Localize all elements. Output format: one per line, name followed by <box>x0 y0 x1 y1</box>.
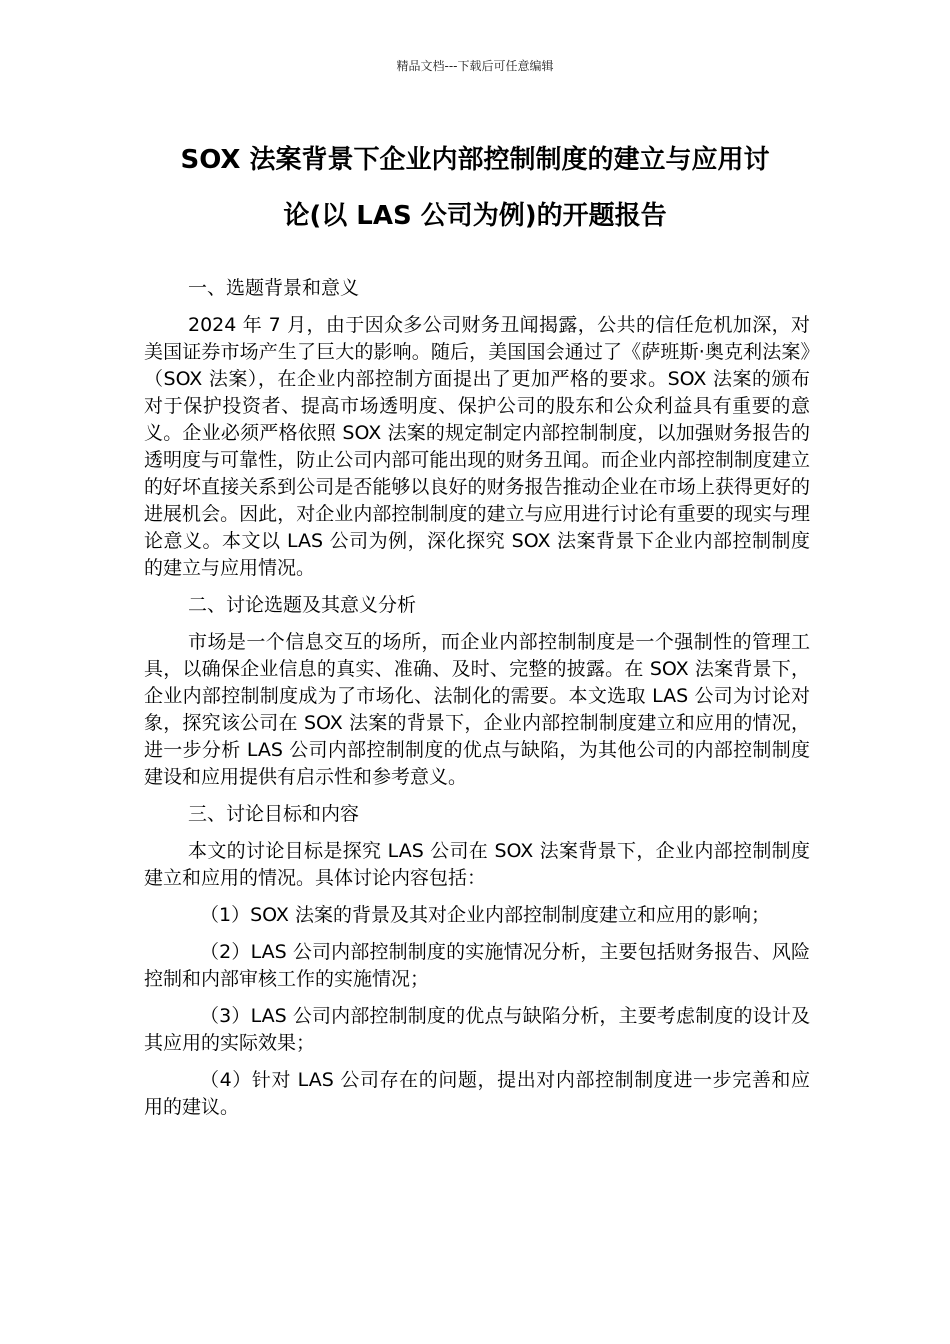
title-line-1: SOX 法案背景下企业内部控制制度的建立与应用讨 <box>180 145 770 175</box>
section-heading-background: 一、选题背景和意义 <box>188 277 360 299</box>
paragraph-goals: 本文的讨论目标是探究 LAS 公司在 SOX 法案背景下，企业内部控制制度建立和应用的情况。具体讨论内容包括： <box>144 840 810 889</box>
list-item: （3）LAS 公司内部控制制度的优点与缺陷分析，主要考虑制度的设计及其应用的实际效果； <box>144 1005 810 1054</box>
section-heading-goals: 三、讨论目标和内容 <box>188 803 360 825</box>
title-line-2: 论(以 LAS 公司为例)的开题报告 <box>283 201 667 231</box>
list-item: （1）SOX 法案的背景及其对企业内部控制制度建立和应用的影响； <box>200 904 770 926</box>
document-body <box>144 275 810 1131</box>
paragraph-background: 2024 年 7 月，由于因众多公司财务丑闻揭露，公共的信任危机加深，对美国证券市场产生了巨大的影响。随后，美国国会通过了《萨班斯·奥克利法案》（SOX 法案），在企业内部控制方面提出了更加严格的要求。SOX 法案的颁布对于保护投资者、提高市场透明度、保护公司的股东和公众利益具有重要的意义。企业必须严格依照 SOX 法案的规定制定内部控制制度，以加强财务报告的透明度与可靠性，防止公司内部可能出现的财务丑闻。而企业内部控制制度建立的好坏直接关系到公司是否能够以良好的财务报告推动企业在市场上获得更好的进展机会。因此，对企业内部控制制度的建立与应用进行讨论有重要的现实与理论意义。本文以 LAS 公司为例，深化探究 SOX 法案背景下企业内部控制制度的建立与应用情况。 <box>144 314 810 579</box>
paragraph-topic-analysis: 市场是一个信息交互的场所，而企业内部控制制度是一个强制性的管理工具，以确保企业信息的真实、准确、及时、完整的披露。在 SOX 法案背景下，企业内部控制制度成为了市场化、法制化的需要。本文选取 LAS 公司为讨论对象，探究该公司在 SOX 法案的背景下，企业内部控制制度建立和应用的情况，进一步分析 LAS 公司内部控制制度的优点与缺陷，为其他公司的内部控制制度建设和应用提供有启示性和参考意义。 <box>144 631 810 788</box>
list-item: （2）LAS 公司内部控制制度的实施情况分析，主要包括财务报告、风险控制和内部审核工作的实施情况； <box>144 941 810 990</box>
document-title <box>120 132 830 244</box>
section-heading-topic-analysis: 二、讨论选题及其意义分析 <box>188 594 417 616</box>
page-header: 精品文档---下载后可任意编辑 <box>396 59 554 73</box>
list-item: （4）针对 LAS 公司存在的问题，提出对内部控制制度进一步完善和应用的建议。 <box>144 1069 810 1118</box>
